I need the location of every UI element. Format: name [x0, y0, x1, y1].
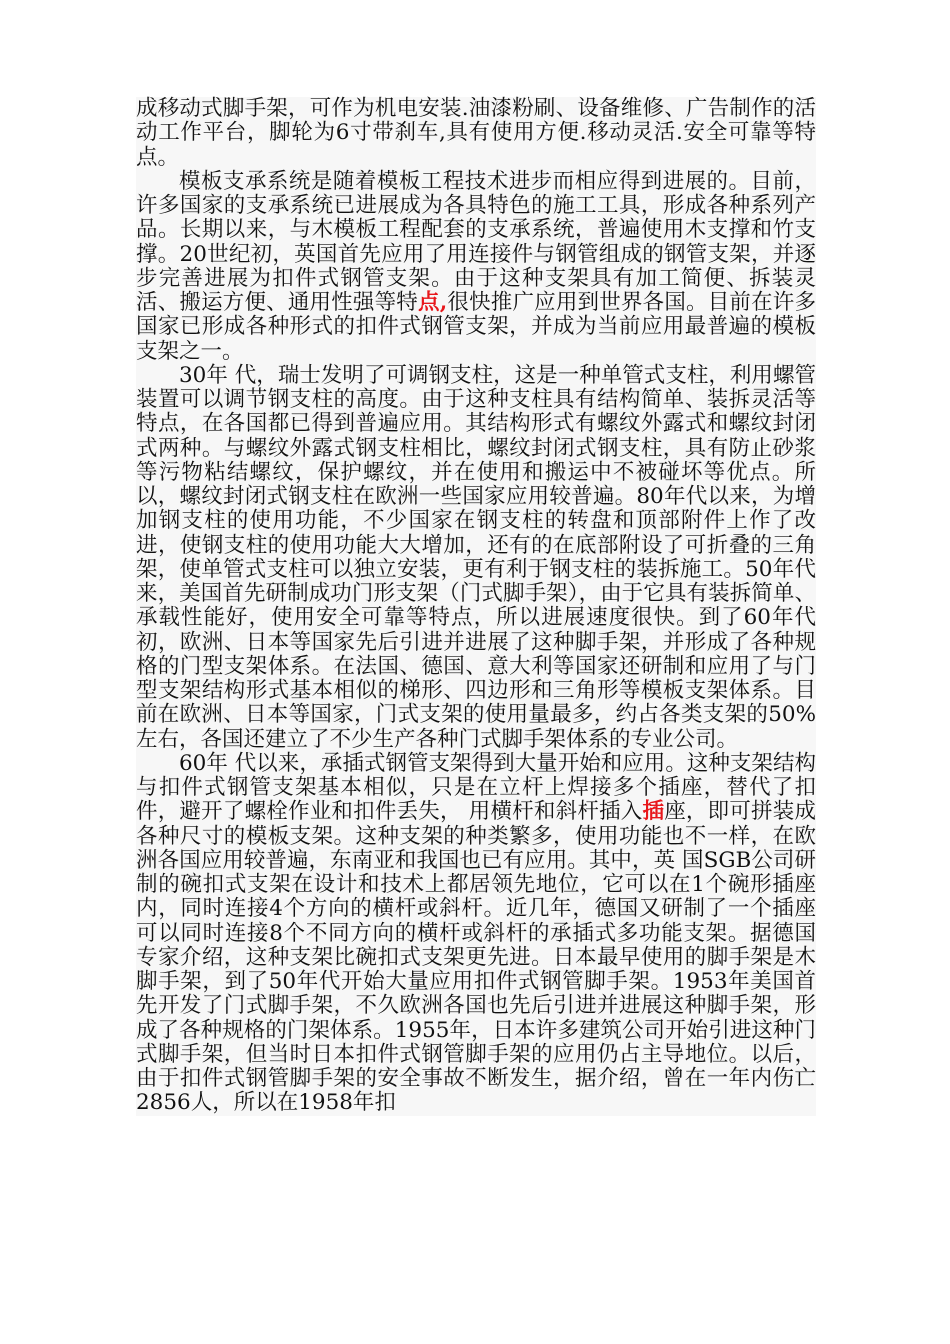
paragraph-3 [136, 364, 816, 752]
paragraph-2 [136, 170, 816, 364]
text-run: 座，即可拼装成各种尺寸的模板支架。这种支架的种类繁多，使用功能也不一样，在欧洲各国应用较普遍，东南亚和我国也已有应用。其中，英 国SGB公司研制的碗扣式支架在设计和技术上都居领先地位，它可以在1个碗形插座内，同时连接4个方向的横杆或斜杆。近几年，德国又研制了一个插座可以同时连接8个不同方向的横杆或斜杆的承插式多功能支架。据德国专家介绍，这种支架比碗扣式支架更先进。日本最早使用的脚手架是木脚手架，到了50年代开始大量应用扣件式钢管脚手架。1953年美国首先开发了门式脚手架，不久欧洲各国也先后引进并进展这种脚手架，形成了各种规格的门架体系。1955年，日本许多建筑公司开始引进这种门式脚手架，但当时日本扣件式钢管脚手架的应用仍占主导地位。以后，由于扣件式钢管脚手架的安全事故不断发生，据介绍，曾在一年内伤亡2856人，所以在1958年扣 [136, 799, 816, 1116]
text-run: 成移动式脚手架，可作为机电安装.油漆粉刷、设备维修、广告制作的活动工作平台，脚轮为6寸带刹车,具有使用方便.移动灵活.安全可靠等特点。 [136, 96, 816, 170]
text-run: 模板支承系统是随着模板工程技术进步而相应得到进展的。目前，许多国家的支承系统已进展成为各具特色的施工工具，形成各种系列产品。长期以来，与木模板工程配套的支承系统，普遍使用木支撑和竹支撑。20世纪初，英国首先应用了用连接件与钢管组成的钢管支架，并逐步完善进展为扣件式钢管支架。由于这种支架具有加工简便、拆装灵活、搬运方便、通用性强等特 [136, 168, 816, 315]
body-text [136, 97, 816, 1116]
highlighted-text: 插 [642, 799, 665, 825]
text-run: 30年 代，瑞士发明了可调钢支柱，这是一种单管式支柱，利用螺管装置可以调节钢支柱的高度。由于这种支柱具有结构简单、装拆灵活等特点，在各国都已得到普遍应用。其结构形式有螺纹外露式和螺纹封闭式两种。与螺纹外露式钢支柱相比，螺纹封闭式钢支柱，具有防止砂浆等污物粘结螺纹，保护螺纹，并在使用和搬运中不被碰坏等优点。所以，螺纹封闭式钢支柱在欧洲一些国家应用较普遍。80年代以来，为增加钢支柱的使用功能，不少国家在钢支柱的转盘和顶部附件上作了改进，使钢支柱的使用功能大大增加，还有的在底部附设了可折叠的三角架，使单管式支柱可以独立安装，更有利于钢支柱的装拆施工。50年代来，美国首先研制成功门形支架（门式脚手架），由于它具有装拆简单、承载性能好，使用安全可靠等特点，所以进展速度很快。到了60年代初，欧洲、日本等国家先后引进并进展了这种脚手架，并形成了各种规格的门型支架体系。在法国、德国、意大利等国家还研制和应用了与门型支架结构形式基本相似的梯形、四边形和三角形等模板支架体系。目前在欧洲、日本等国家，门式支架的使用量最多，约占各类支架的50%左右，各国还建立了不少生产各种门式脚手架体系的专业公司。 [136, 362, 816, 752]
text-run: 60年 代以来，承插式钢管支架得到大量开始和应用。这种支架结构与扣件式钢管支架基本相似，只是在立杆上焊接多个插座，替代了扣件，避开了螺栓作业和扣件丢失， 用横杆和斜杆插入 [136, 750, 816, 825]
highlighted-text: 点, [418, 290, 448, 315]
text-run: 很快推广应用到世界各国。目前在许多国家已形成各种形式的扣件式钢管支架，并成为当前应用最普遍的模板支架之一。 [136, 290, 816, 364]
paragraph-4 [136, 752, 816, 1116]
paragraph-1 [136, 97, 816, 170]
